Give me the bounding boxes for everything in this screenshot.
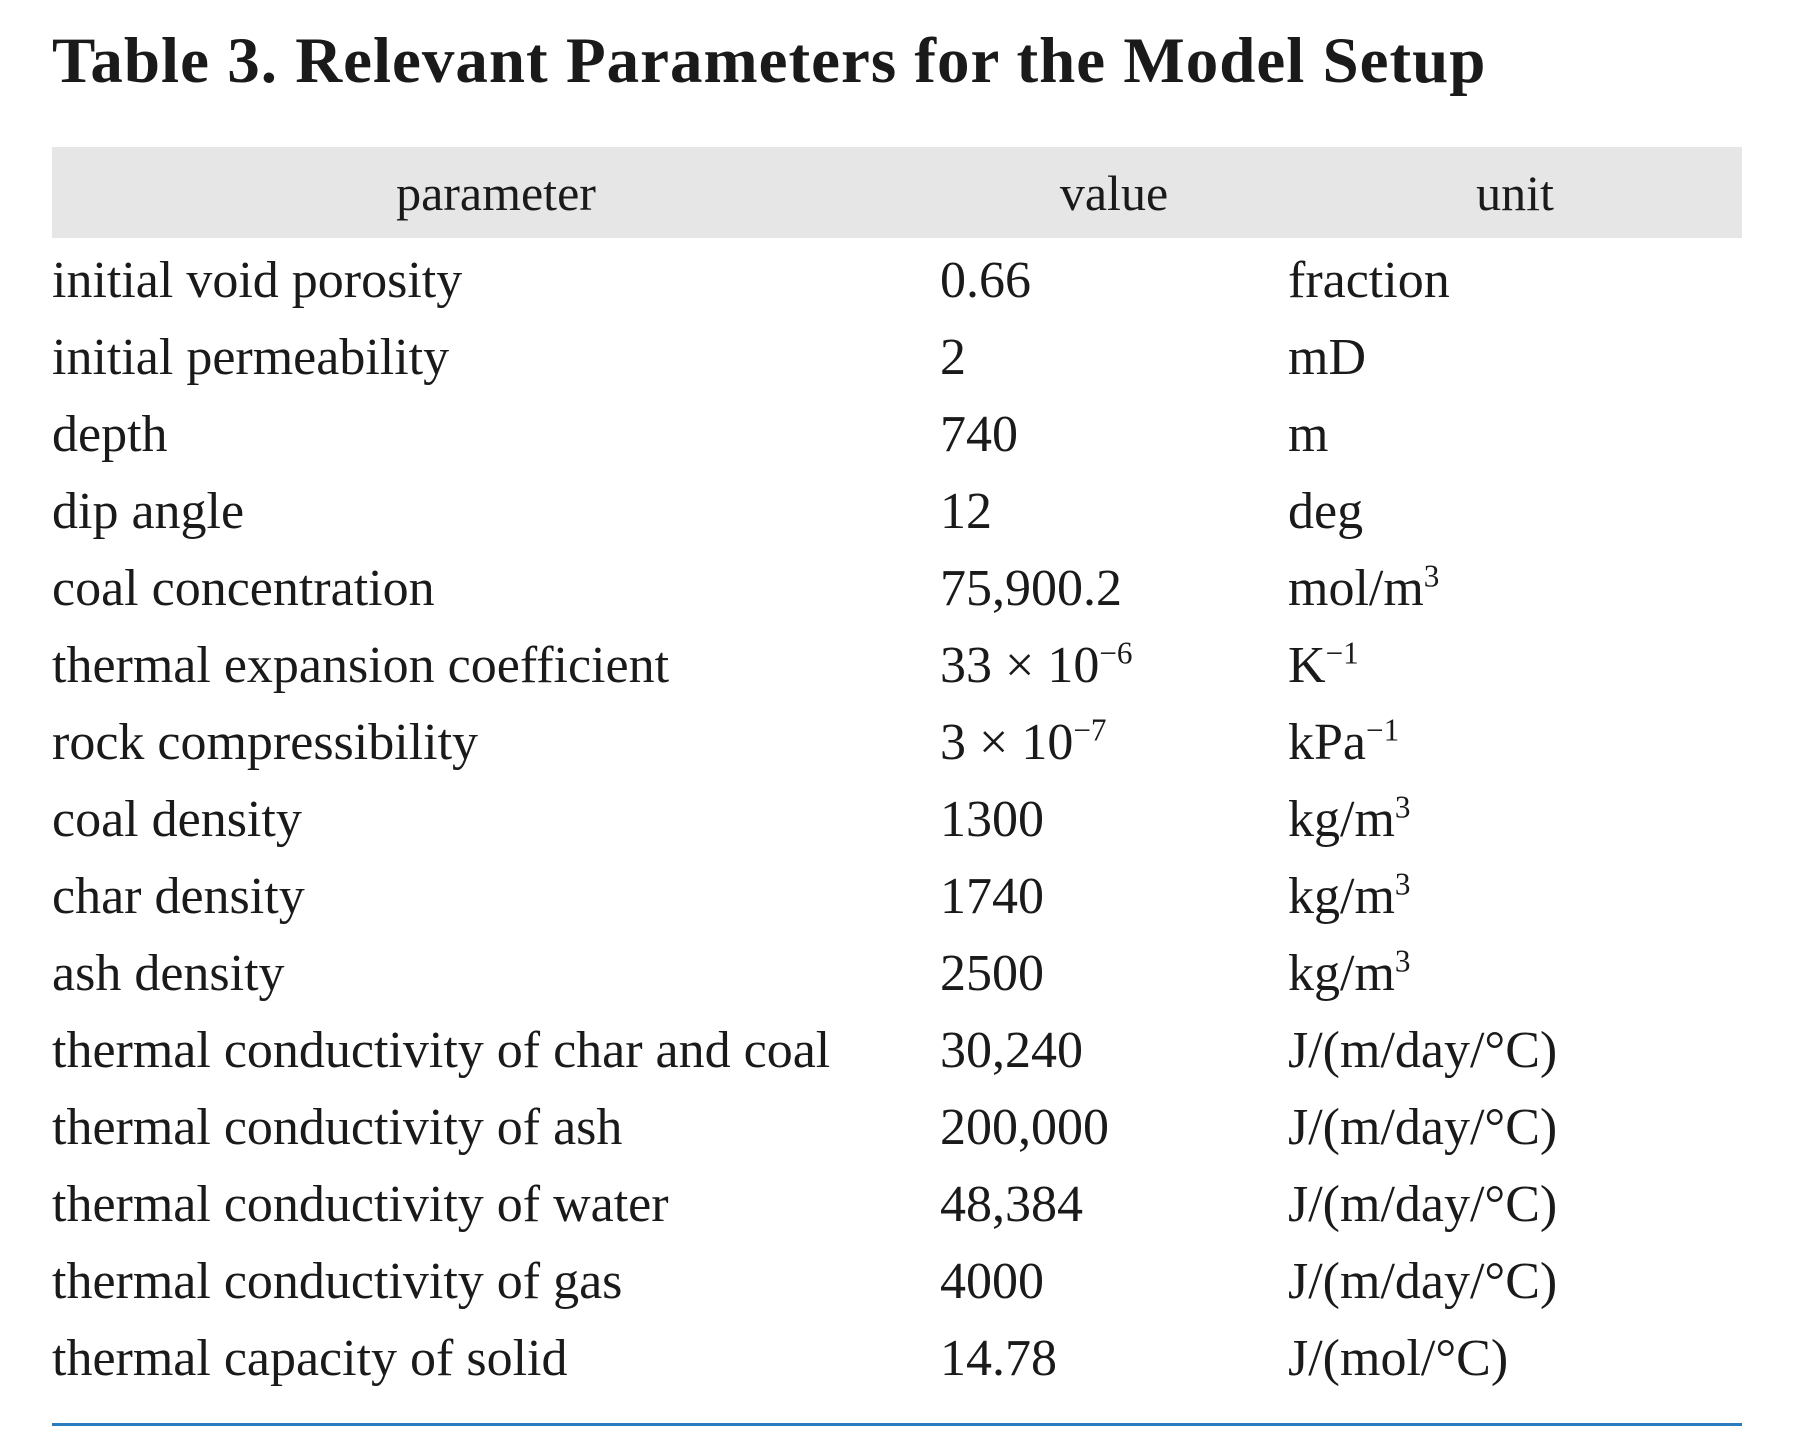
cell-unit — [1288, 1320, 1742, 1397]
table-row — [52, 627, 1742, 704]
table-row — [52, 1166, 1742, 1243]
cell-value-text: 200,000 — [940, 1099, 1109, 1156]
cell-value — [940, 319, 1288, 396]
cell-unit-text: fraction — [1288, 252, 1450, 309]
cell-parameter — [52, 238, 940, 319]
cell-unit — [1288, 1089, 1742, 1166]
cell-value-exponent: −6 — [1099, 635, 1133, 671]
cell-value-text: 2500 — [940, 945, 1044, 1002]
table-row — [52, 238, 1742, 319]
cell-parameter — [52, 935, 940, 1012]
cell-value-text: 1300 — [940, 791, 1044, 848]
table-body — [52, 238, 1742, 1397]
cell-parameter — [52, 1089, 940, 1166]
table-row — [52, 935, 1742, 1012]
cell-unit-text: mD — [1288, 329, 1366, 386]
cell-unit — [1288, 396, 1742, 473]
cell-unit — [1288, 1243, 1742, 1320]
cell-value-exponent: −7 — [1073, 712, 1107, 748]
cell-unit-exponent: 3 — [1394, 866, 1411, 902]
cell-unit — [1288, 1166, 1742, 1243]
cell-parameter — [52, 550, 940, 627]
table-row — [52, 473, 1742, 550]
cell-unit-text: deg — [1288, 483, 1364, 540]
cell-value-text: 75,900.2 — [940, 560, 1122, 617]
cell-unit-text: kg/m — [1288, 945, 1395, 1002]
cell-unit-text: J/(m/day/°C) — [1288, 1022, 1558, 1079]
cell-value-text: 12 — [940, 483, 992, 540]
cell-value — [940, 1166, 1288, 1243]
cell-parameter-text: thermal expansion coefficient — [52, 637, 670, 694]
cell-parameter-text: thermal conductivity of gas — [52, 1253, 623, 1310]
cell-value-text: 0.66 — [940, 252, 1031, 309]
cell-unit-text: kg/m — [1288, 868, 1395, 925]
cell-value — [940, 238, 1288, 319]
cell-unit — [1288, 704, 1742, 781]
cell-unit-text: J/(m/day/°C) — [1288, 1176, 1558, 1233]
cell-value — [940, 550, 1288, 627]
column-header-unit: unit — [1288, 147, 1742, 238]
cell-parameter — [52, 1012, 940, 1089]
cell-unit-text: m — [1288, 406, 1329, 463]
cell-parameter-text: initial void porosity — [52, 252, 463, 309]
cell-value — [940, 1243, 1288, 1320]
table-row — [52, 396, 1742, 473]
cell-unit-text: kg/m — [1288, 791, 1395, 848]
cell-value-text: 48,384 — [940, 1176, 1083, 1233]
table-row — [52, 319, 1742, 396]
cell-unit — [1288, 473, 1742, 550]
cell-unit — [1288, 1012, 1742, 1089]
cell-parameter-text: char density — [52, 868, 305, 925]
cell-unit — [1288, 550, 1742, 627]
cell-value-text: 33 × 10 — [940, 637, 1100, 694]
table-row — [52, 1012, 1742, 1089]
cell-parameter — [52, 1166, 940, 1243]
cell-value — [940, 781, 1288, 858]
cell-value — [940, 935, 1288, 1012]
bottom-rule — [52, 1423, 1742, 1426]
cell-unit — [1288, 238, 1742, 319]
table-row — [52, 550, 1742, 627]
cell-unit-exponent: 3 — [1394, 789, 1411, 825]
cell-parameter-text: coal concentration — [52, 560, 435, 617]
cell-parameter — [52, 473, 940, 550]
cell-unit — [1288, 319, 1742, 396]
cell-parameter-text: thermal capacity of solid — [52, 1330, 568, 1387]
cell-value-text: 1740 — [940, 868, 1044, 925]
cell-value — [940, 704, 1288, 781]
table-row — [52, 1243, 1742, 1320]
table-row — [52, 1320, 1742, 1397]
cell-parameter — [52, 704, 940, 781]
cell-value-text: 14.78 — [940, 1330, 1057, 1387]
cell-parameter — [52, 781, 940, 858]
cell-unit-exponent: 3 — [1394, 943, 1411, 979]
cell-parameter-text: rock compressibility — [52, 714, 479, 771]
cell-value — [940, 1012, 1288, 1089]
cell-unit — [1288, 627, 1742, 704]
cell-parameter — [52, 396, 940, 473]
cell-parameter-text: ash density — [52, 945, 285, 1002]
column-header-value: value — [940, 147, 1288, 238]
table-row — [52, 781, 1742, 858]
cell-value-text: 3 × 10 — [940, 714, 1074, 771]
cell-parameter-text: thermal conductivity of char and coal — [52, 1022, 831, 1079]
cell-value-text: 4000 — [940, 1253, 1044, 1310]
cell-value — [940, 858, 1288, 935]
cell-value-text: 30,240 — [940, 1022, 1083, 1079]
cell-parameter-text: initial permeability — [52, 329, 450, 386]
cell-unit — [1288, 858, 1742, 935]
cell-parameter-text: coal density — [52, 791, 302, 848]
cell-unit-text: kPa — [1288, 714, 1366, 771]
cell-unit — [1288, 935, 1742, 1012]
table-row — [52, 704, 1742, 781]
cell-unit-exponent: −1 — [1325, 635, 1359, 671]
cell-unit-exponent: 3 — [1423, 558, 1440, 594]
cell-parameter-text: depth — [52, 406, 168, 463]
parameters-table — [52, 147, 1742, 1397]
cell-unit — [1288, 781, 1742, 858]
cell-parameter — [52, 627, 940, 704]
cell-unit-text: K — [1288, 637, 1326, 694]
cell-parameter — [52, 319, 940, 396]
cell-value — [940, 473, 1288, 550]
cell-value — [940, 1320, 1288, 1397]
cell-value — [940, 627, 1288, 704]
cell-value — [940, 396, 1288, 473]
cell-parameter — [52, 858, 940, 935]
table-row — [52, 858, 1742, 935]
cell-parameter-text: thermal conductivity of ash — [52, 1099, 623, 1156]
cell-value-text: 740 — [940, 406, 1018, 463]
cell-parameter — [52, 1243, 940, 1320]
cell-parameter-text: thermal conductivity of water — [52, 1176, 669, 1233]
cell-unit-text: J/(mol/°C) — [1288, 1330, 1509, 1387]
table-header — [52, 147, 1742, 238]
header-row — [52, 147, 1742, 238]
cell-parameter-text: dip angle — [52, 483, 245, 540]
cell-unit-text: J/(m/day/°C) — [1288, 1099, 1558, 1156]
cell-parameter — [52, 1320, 940, 1397]
cell-unit-text: mol/m — [1288, 560, 1424, 617]
table-row — [52, 1089, 1742, 1166]
cell-unit-exponent: −1 — [1366, 712, 1400, 748]
table-title: Table 3. Relevant Parameters for the Model Setup — [52, 25, 1487, 97]
column-header-parameter: parameter — [52, 147, 940, 238]
cell-unit-text: J/(m/day/°C) — [1288, 1253, 1558, 1310]
cell-value-text: 2 — [940, 329, 966, 386]
cell-value — [940, 1089, 1288, 1166]
